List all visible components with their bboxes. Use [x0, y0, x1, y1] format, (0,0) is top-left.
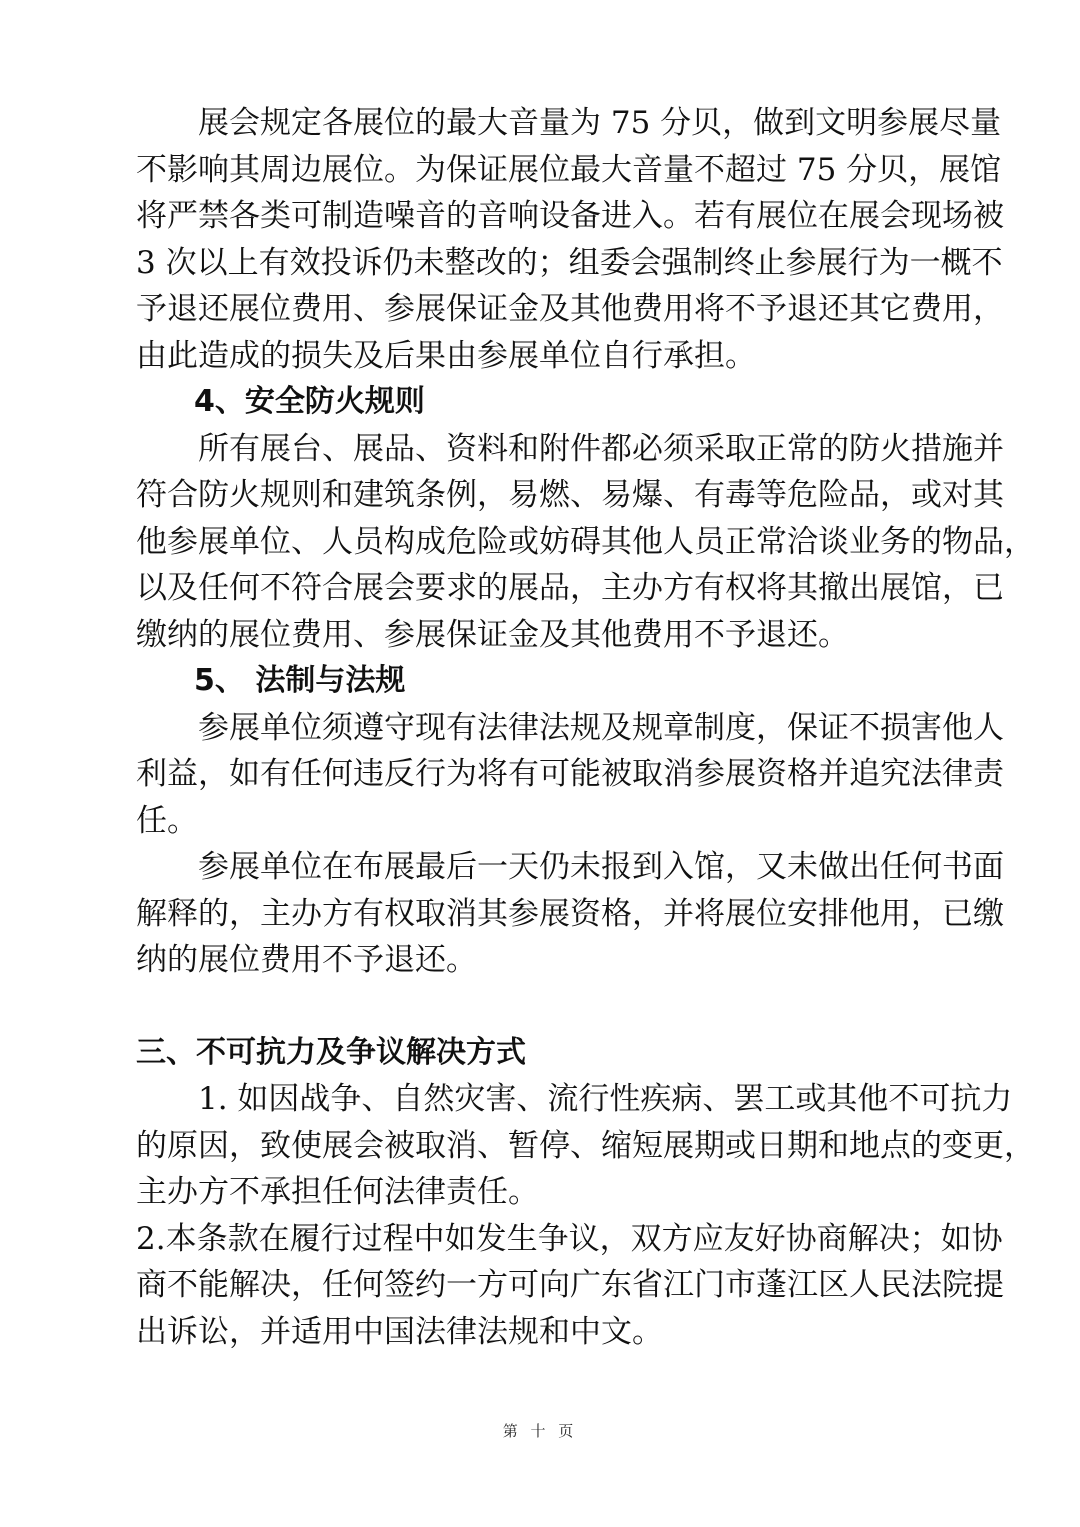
- text-line: 符合防火规则和建筑条例，易燃、易爆、有毒等危险品，或对其: [136, 477, 1004, 513]
- text-line: 参展单位须遵守现有法律法规及规章制度，保证不损害他人: [198, 709, 1004, 746]
- paragraph-force-majeure-1: [136, 1076, 1035, 1216]
- text-line: 所有展台、展品、资料和附件都必须采取正常的防火措施并: [198, 430, 1004, 467]
- text-line: 他参展单位、人员构成危险或妨碍其他人员正常洽谈业务的物品，: [136, 523, 1035, 560]
- paragraph-absent-exhibitor: [136, 844, 1004, 984]
- text-line: 由此造成的损失及后果由参展单位自行承担。: [136, 337, 756, 374]
- text-line: 不影响其周边展位。为保证展位最大音量不超过 75 分贝，展馆: [136, 151, 1002, 188]
- paragraph-law: [136, 705, 1004, 845]
- text-line: 解释的，主办方有权取消其参展资格，并将展位安排他用，已缴: [136, 895, 1004, 932]
- paragraph-fire-safety: [136, 426, 1035, 659]
- text-line: 将严禁各类可制造噪音的音响设备进入。若有展位在展会现场被: [136, 198, 1004, 234]
- text-line: 1. 如因战争、自然灾害、流行性疾病、罢工或其他不可抗力: [198, 1081, 1013, 1117]
- text-line: 出诉讼，并适用中国法律法规和中文。: [136, 1313, 663, 1350]
- text-line: 任。: [136, 802, 198, 839]
- paragraph-volume-rules: [136, 100, 1004, 379]
- text-line: 的原因，致使展会被取消、暂停、缩短展期或日期和地点的变更，: [136, 1127, 1035, 1164]
- page-number: 第 十 页: [502, 1422, 578, 1440]
- text-line: 纳的展位费用不予退还。: [136, 942, 477, 978]
- text-line: 主办方不承担任何法律责任。: [136, 1174, 539, 1210]
- blank-line: [136, 984, 948, 1030]
- section-heading-law: 5、 法制与法规: [194, 663, 406, 698]
- text-line: 商不能解决，任何签约一方可向广东省江门市蓬江区人民法院提: [136, 1267, 1004, 1303]
- document-body: [136, 100, 1035, 1355]
- text-line: 2.本条款在履行过程中如发生争议，双方应友好协商解决；如协: [136, 1220, 1003, 1257]
- text-line: 利益，如有任何违反行为将有可能被取消参展资格并追究法律责: [136, 756, 1004, 792]
- text-line: 参展单位在布展最后一天仍未报到入馆，又未做出任何书面: [198, 849, 1004, 885]
- text-line: 展会规定各展位的最大音量为 75 分贝，做到文明参展尽量: [198, 105, 1002, 141]
- text-line: 3 次以上有效投诉仍未整改的；组委会强制终止参展行为一概不: [136, 244, 1003, 281]
- section-heading-fire-safety: 4、安全防火规则: [194, 384, 425, 419]
- paragraph-force-majeure-2: [136, 1216, 1004, 1356]
- text-line: 以及任何不符合展会要求的展品，主办方有权将其撤出展馆，已: [136, 570, 1004, 606]
- section-heading-force-majeure: 三、不可抗力及争议解决方式: [136, 1034, 526, 1070]
- text-line: 予退还展位费用、参展保证金及其他费用将不予退还其它费用，: [136, 291, 1004, 327]
- text-line: 缴纳的展位费用、参展保证金及其他费用不予退还。: [136, 616, 849, 653]
